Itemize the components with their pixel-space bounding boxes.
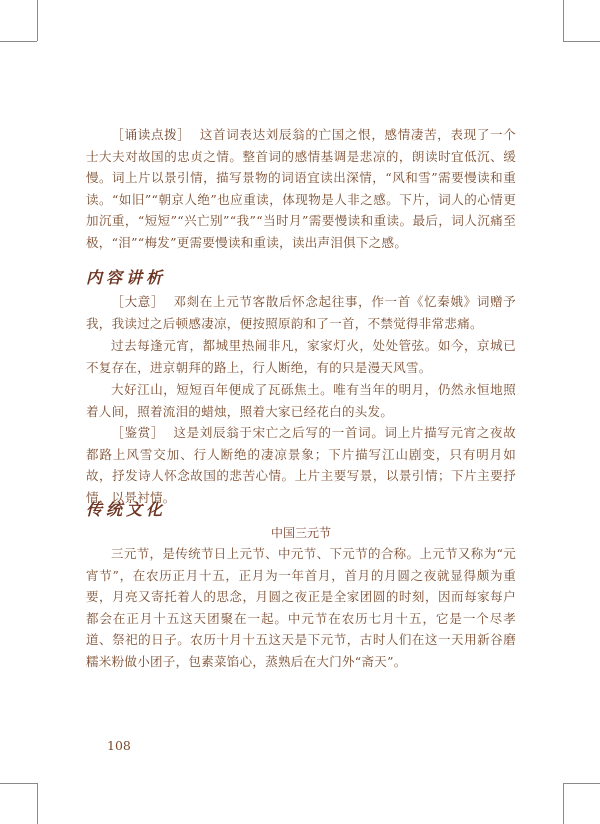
main-idea-paragraph [86,291,516,334]
appreciation-tag: ［鉴赏］ [111,425,165,440]
crop-mark [37,783,38,824]
appreciation-paragraph [86,422,516,508]
crop-mark [37,0,38,41]
crop-mark [563,783,600,784]
crop-mark [563,0,564,41]
section-title-content: 内容讲析 [86,268,167,287]
section-title-culture: 传统文化 [86,500,167,519]
culture-subtitle: 中国三元节 [270,526,331,540]
appreciation-text: 这是刘辰翁于宋亡之后写的一首词。词上片描写元宵之夜故都路上风雪交加、行人断绝的凄凉景象；下片描写江山剧变，只有明月如故，抒发诗人怀念故国的悲苦心情。上片主要写景，以景引情；下片主要抒情，以景衬情。 [86,425,517,505]
crop-mark [563,41,600,42]
culture-paragraph: 三元节，是传统节日上元节、中元节、下元节的合称。上元节又称为“元宵节”，在农历正月十五，正月为一年首月，首月的月圆之夜就显得颇为重要，月亮又寄托着人的思念，月圆之夜正是全家团圆的时刻，因而每家每户都会在正月十五这天团聚在一起。中元节在农历七月十五，它是一个尽孝道、祭祀的日子。农历十月十五这天是下元节，古时人们在这一天用新谷磨糯米粉做小团子，包素菜馅心，蒸熟后在大门外“斋天”。 [86,546,516,669]
content-paragraph-3: 大好江山，短短百年便成了瓦砾焦土。唯有当年的明月，仍然永恒地照着人间，照着流泪的蜡烛，照着大家已经花白的头发。 [86,382,516,419]
main-idea-tag: ［大意］ [111,294,165,309]
main-idea-text: 邓剡在上元节客散后怀念起往事，作一首《忆秦娥》词赠予我，我读过之后顿感凄凉，便按照原韵和了一首，不禁觉得非常悲痛。 [86,294,517,331]
page-number: 108 [107,738,131,753]
crop-mark [0,783,37,784]
reading-tips-paragraph [86,124,516,253]
content-paragraph-2: 过去每逢元宵，都城里热闹非凡，家家灯火，处处管弦。如今，京城已不复存在，进京朝拜的路上，行人断绝，有的只是漫天风雪。 [86,338,516,375]
reading-tips-tag: ［诵读点拨］ [111,127,191,142]
crop-mark [0,41,37,42]
crop-mark [563,783,564,824]
reading-tips-text: 这首词表达刘辰翁的亡国之恨，感情凄苦，表现了一个士大夫对故国的忠贞之情。整首词的感情基调是悲凉的，朗读时宜低沉、缓慢。词上片以景引情，描写景物的词语宜读出深情，“风和雪”需要慢读和重读。“如旧”“朝京人绝”也应重读，体现物是人非之感。下片，词人的心情更加沉重，“短短”“兴亡别”“我”“当时月”需要慢读和重读。最后，词人沉痛至极，“泪”“梅发”更需要慢读和重读，读出声泪俱下之感。 [86,127,516,250]
